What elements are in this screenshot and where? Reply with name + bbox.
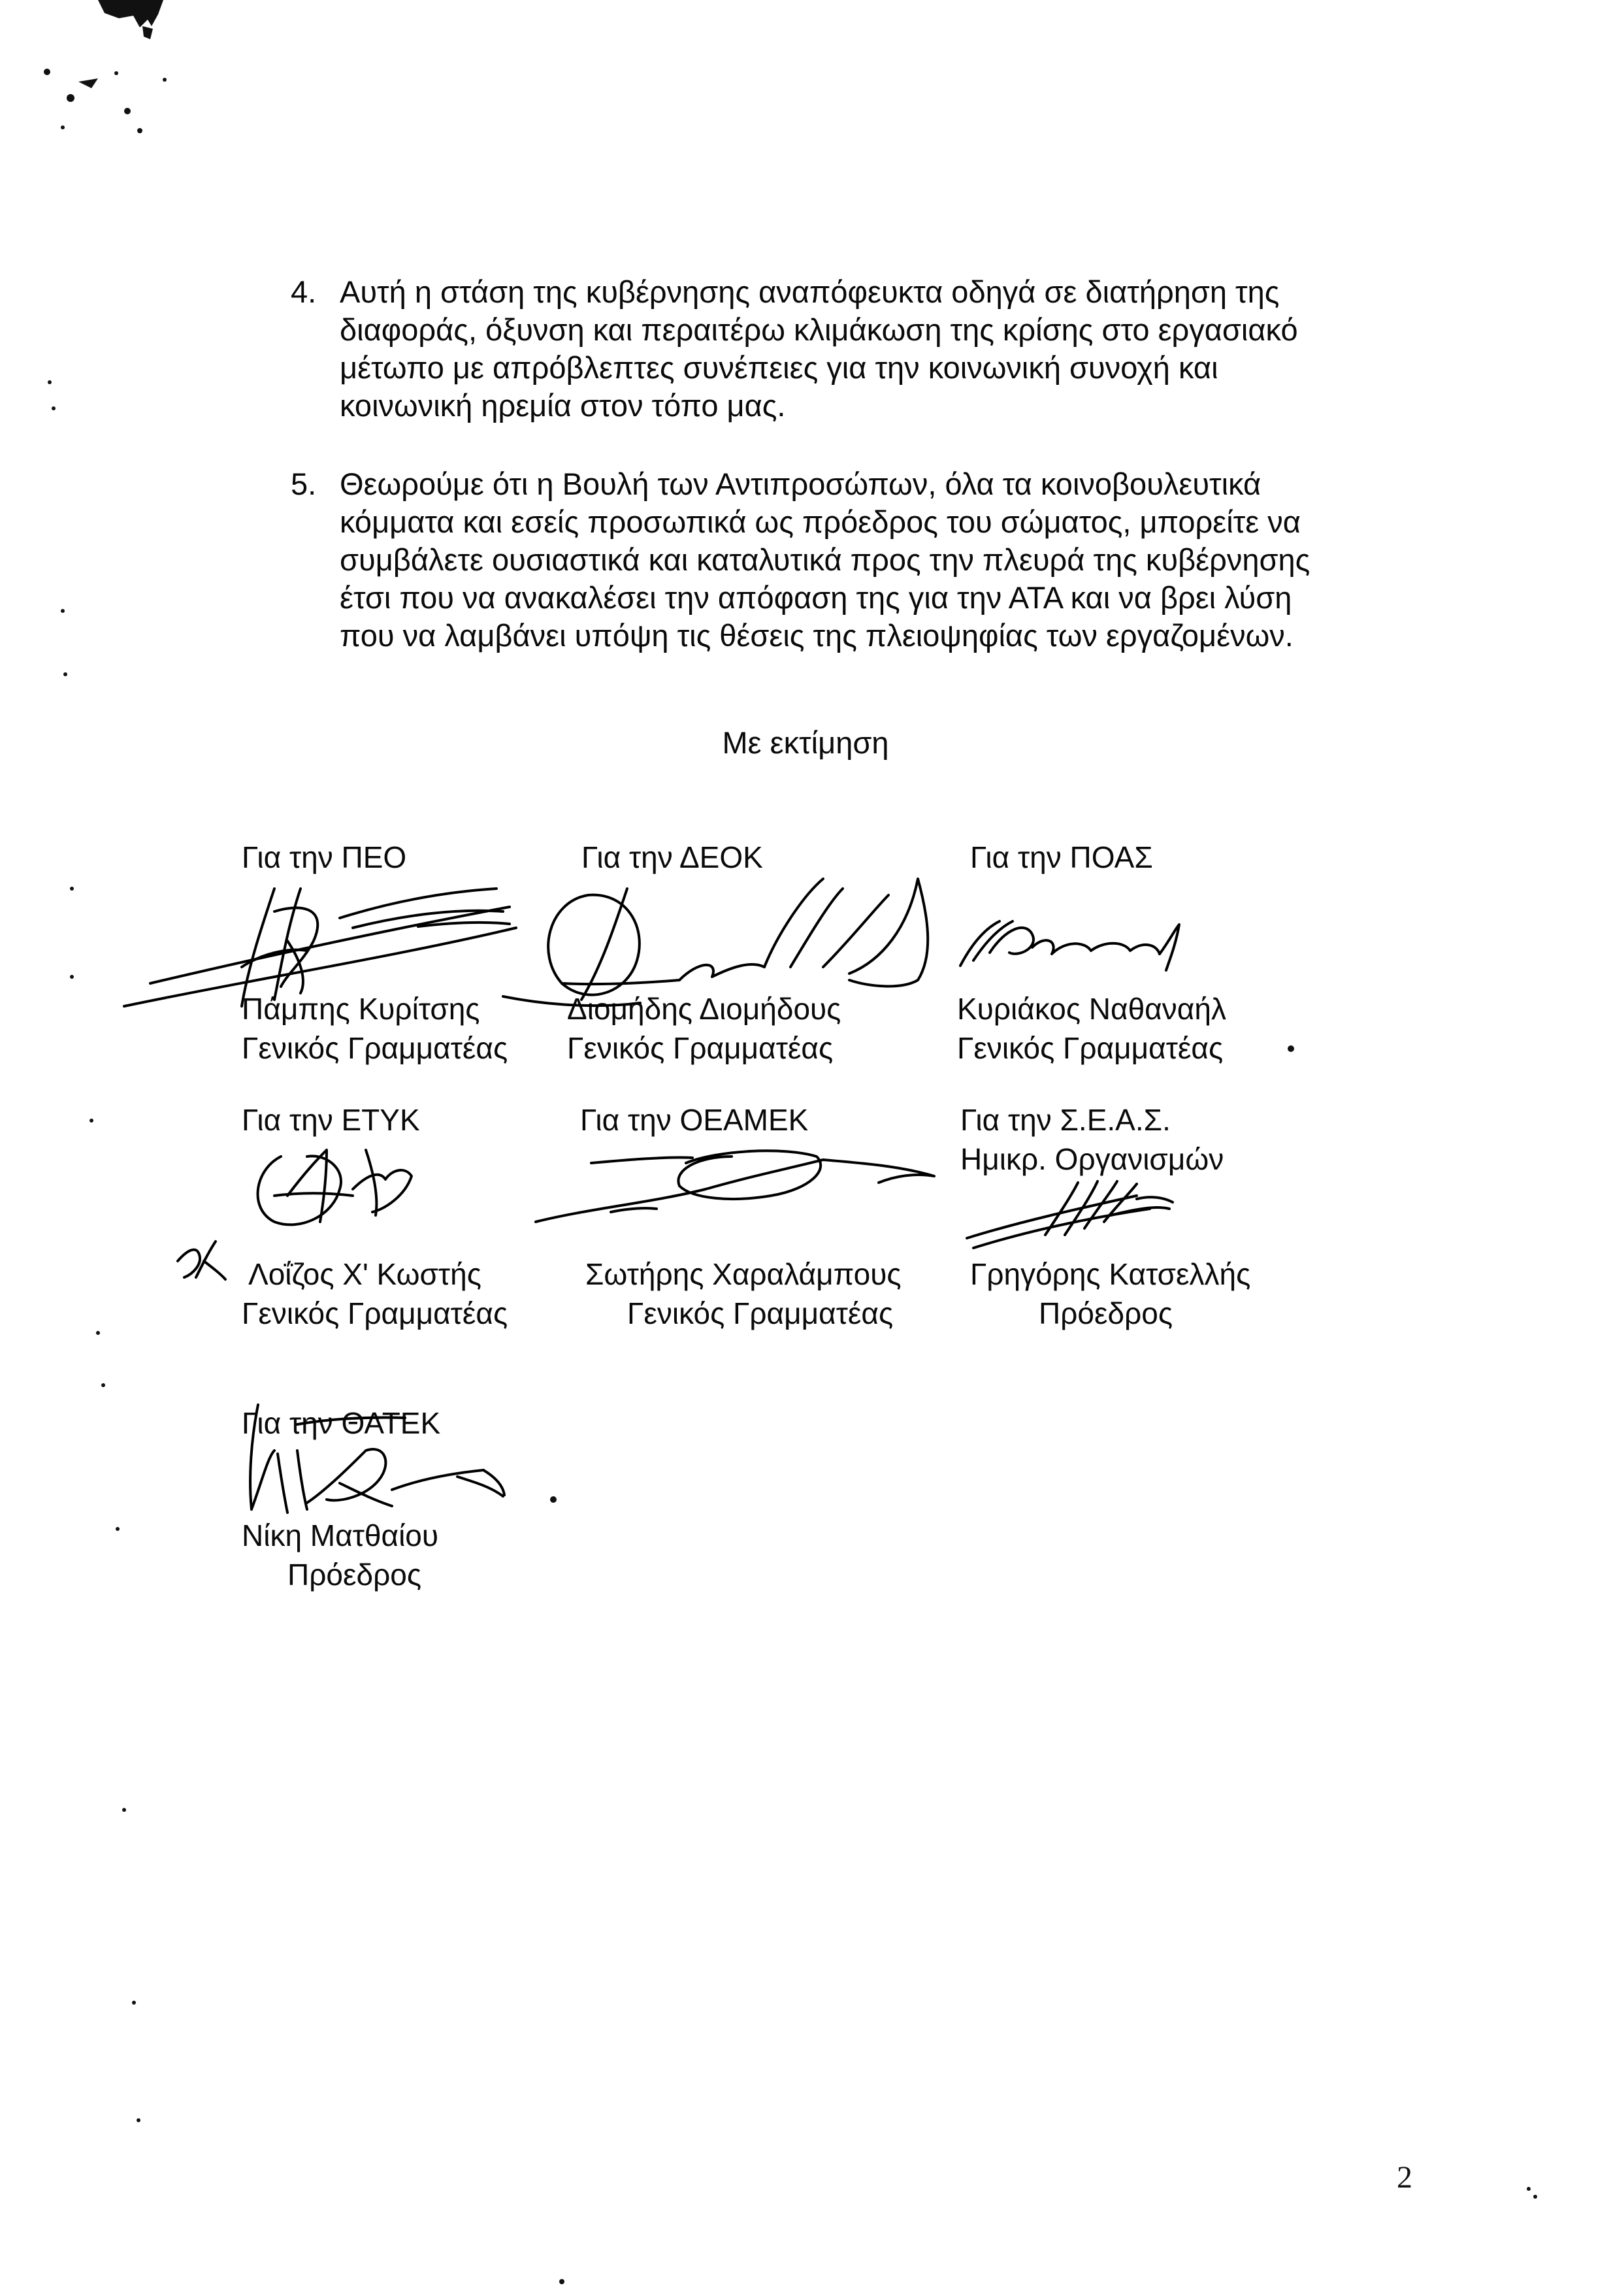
signatory-name: Γρηγόρης Κατσελλής (970, 1257, 1251, 1291)
signatory-org: Για την ΘΑΤΕΚ (242, 1406, 441, 1440)
paragraph-line: Αυτή η στάση της κυβέρνησης αναπόφευκτα οδηγά σε διατήρηση της (340, 274, 1280, 309)
signature-poas (960, 921, 1179, 970)
signatory-name: Κυριάκος Ναθαναήλ (957, 992, 1226, 1026)
signatory-title: Γενικός Γραμματέας (627, 1296, 894, 1330)
paragraph-line: που να λαμβάνει υπόψη τις θέσεις της πλειοψηφίας των εργαζομένων. (340, 618, 1294, 653)
paragraph-line: κόμματα και εσείς προσωπικά ως πρόεδρος του σώματος, μπορείτε να (340, 504, 1301, 539)
signatory-title: Πρόεδρος (1039, 1296, 1173, 1330)
signatory-org: Για την ΠΟΑΣ (970, 840, 1153, 874)
signatory-name: Διομήδης Διομήδους (567, 992, 841, 1026)
paragraph-number: 5. (291, 467, 317, 501)
signatory-name: Πάμπης Κυρίτσης (242, 992, 480, 1026)
initials-mark (178, 1241, 225, 1279)
signature-etyk (258, 1150, 412, 1224)
signatory-title: Γενικός Γραμματέας (957, 1031, 1224, 1065)
signature-oeamek (536, 1151, 934, 1222)
numbered-paragraph-4 (291, 273, 1467, 430)
paragraph-line: συμβάλετε ουσιαστικά και καταλυτικά προς την πλευρά της κυβέρνησης (340, 542, 1310, 577)
signature-deok (503, 879, 928, 1006)
paragraph-line: μέτωπο με απρόβλεπτες συνέπειες για την κοινωνική συνοχή και (340, 350, 1218, 385)
page-number: 2 (1397, 2160, 1412, 2195)
signatory-org-subtitle: Ημικρ. Οργανισμών (960, 1142, 1224, 1176)
signatory-org: Για την ΔΕΟΚ (581, 840, 763, 874)
closing-salutation: Με εκτίμηση (722, 725, 889, 760)
signatory-title: Γενικός Γραμματέας (567, 1031, 834, 1065)
signatory-title: Πρόεδρος (287, 1558, 422, 1592)
signatory-org: Για την Σ.Ε.Α.Σ. (960, 1103, 1171, 1137)
signatory-title: Γενικός Γραμματέας (242, 1031, 508, 1065)
scan-blot-mark (44, 0, 167, 133)
signature-peo (124, 889, 516, 1006)
signature-seas (967, 1181, 1173, 1248)
signatory-name: Λοΐζος Χ' Κωστής (248, 1257, 481, 1291)
paragraph-line: διαφοράς, όξυνση και περαιτέρω κλιμάκωση της κρίσης στο εργασιακό (340, 312, 1298, 347)
signatory-org: Για την ΕΤΥΚ (242, 1103, 420, 1137)
paragraph-number: 4. (291, 274, 317, 309)
paragraph-line: Θεωρούμε ότι η Βουλή των Αντιπροσώπων, όλα τα κοινοβουλευτικά (340, 467, 1261, 501)
signatory-title: Γενικός Γραμματέας (242, 1296, 508, 1330)
signatory-name: Σωτήρης Χαραλάμπους (585, 1257, 902, 1291)
signatory-name: Νίκη Ματθαίου (242, 1518, 439, 1552)
paragraph-line: κοινωνική ηρεμία στον τόπο μας. (340, 388, 786, 423)
paragraph-line: έτσι που να ανακαλέσει την απόφαση της για την ΑΤΑ και να βρει λύση (340, 580, 1292, 615)
signatory-org: Για την ΟΕΑΜΕΚ (580, 1103, 809, 1137)
numbered-paragraph-5 (291, 465, 1467, 661)
signatory-org: Για την ΠΕΟ (242, 840, 407, 874)
margin-specks (48, 380, 1537, 2284)
